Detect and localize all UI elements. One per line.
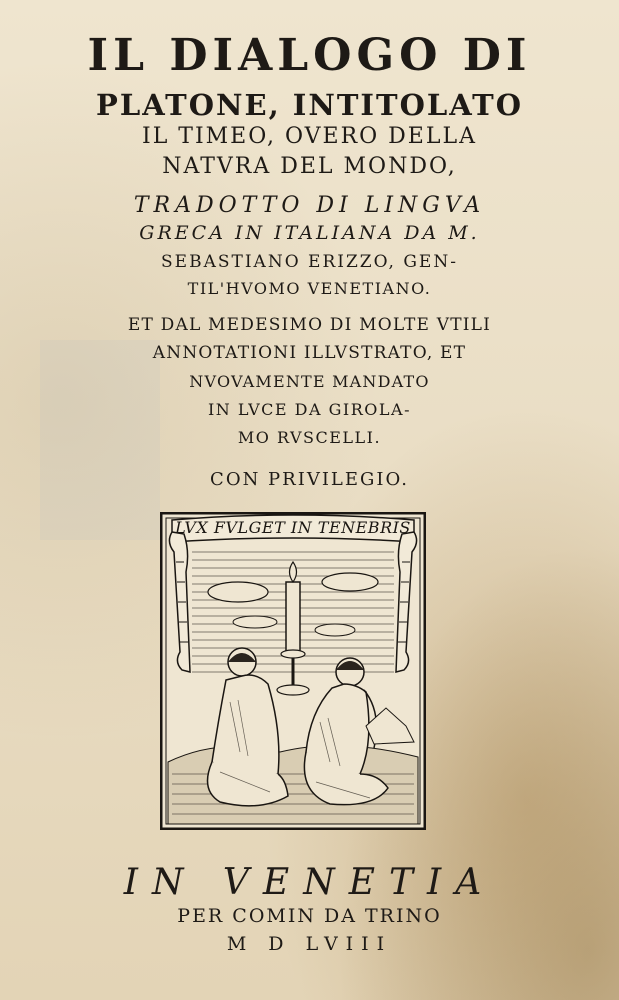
title-line-3: IL TIMEO, OVERO DELLA [142, 124, 477, 149]
translation-line-2: GRECA IN ITALIANA DA M. [139, 222, 480, 244]
imprint-printer: PER COMIN DA TRINO [177, 905, 442, 927]
imprint-year: M D LVIII [226, 933, 393, 955]
title-line-4: NATVRA DEL MONDO, [162, 154, 457, 179]
annotation-line-3: NVOVAMENTE MANDATO [189, 372, 430, 391]
title-line-2: PLATONE, INTITOLATO [96, 88, 523, 122]
translation-line-3: SEBASTIANO ERIZZO, GEN- [161, 252, 458, 272]
annotation-line-1: ET DAL MEDESIMO DI MOLTE VTILI [127, 315, 492, 335]
annotation-line-5: MO RVSCELLI. [237, 428, 382, 447]
translation-line-1: TRADOTTO DI LINGVA [133, 193, 486, 218]
translation-line-4: TIL'HVOMO VENETIANO. [187, 279, 432, 298]
woodcut-motto: LVX FVLGET IN TENEBRIS [175, 518, 411, 537]
title-line-1: IL DIALOGO DI [87, 30, 532, 81]
privilege-line: CON PRIVILEGIO. [210, 469, 409, 490]
annotation-line-4: IN LVCE DA GIROLA- [207, 400, 411, 419]
woodcut-printer-device-icon [160, 512, 426, 830]
imprint-place: IN VENETIA [123, 862, 496, 903]
annotation-line-2: ANNOTATIONI ILLVSTRATO, ET [152, 343, 467, 363]
